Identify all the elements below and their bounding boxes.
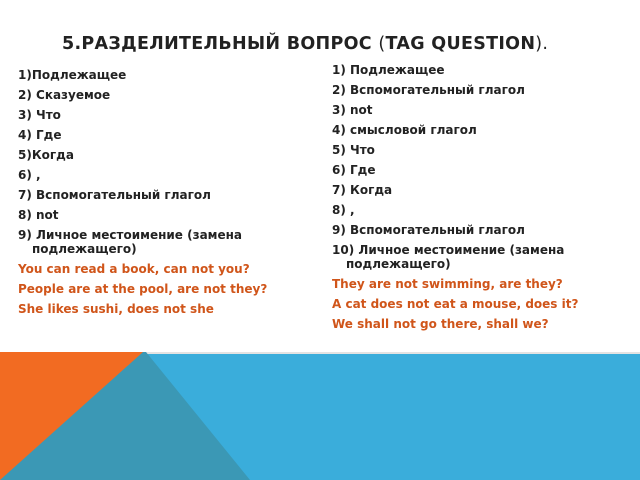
title-paren-close: ). [535, 34, 549, 54]
right-item-9: 9) Вспомогательный глагол [332, 223, 525, 237]
right-item-6: 6) Где [332, 163, 376, 177]
right-item-8: 8) , [332, 203, 355, 217]
right-example-3: We shall not go there, shall we? [332, 317, 549, 331]
title-main: 5.РАЗДЕЛИТЕЛЬНЫЙ ВОПРОС [62, 34, 379, 54]
right-item-1: 1) Подлежащее [332, 63, 445, 77]
left-item-1: 1)Подлежащее [18, 68, 127, 82]
left-item-3: 3) Что [18, 108, 61, 122]
title-paren-open: ( [378, 34, 386, 54]
left-item-2: 2) Сказуемое [18, 88, 111, 102]
left-item-5: 5)Когда [18, 148, 74, 162]
right-item-4: 4) смысловой глагол [332, 123, 477, 137]
left-item-4: 4) Где [18, 128, 62, 142]
left-example-2: People are at the pool, are not they? [18, 282, 268, 296]
left-item-6: 6) , [18, 168, 41, 182]
left-item-8: 8) not [18, 208, 59, 222]
left-example-3: She likes sushi, does not she [18, 302, 214, 316]
right-item-7: 7) Когда [332, 183, 393, 197]
left-column [18, 68, 318, 322]
left-example-1: You can read a book, can not you? [18, 262, 250, 276]
right-column [332, 63, 632, 337]
right-item-2: 2) Вспомогательный глагол [332, 83, 525, 97]
right-item-10: 10) Личное местоимение (замена подлежащего) [332, 243, 565, 271]
right-example-2: A cat does not eat a mouse, does it? [332, 297, 579, 311]
left-item-7: 7) Вспомогательный глагол [18, 188, 211, 202]
right-item-5: 5) Что [332, 143, 375, 157]
left-item-9: 9) Личное местоимение (замена подлежащего) [18, 228, 242, 256]
right-example-1: They are not swimming, are they? [332, 277, 563, 291]
right-item-3: 3) not [332, 103, 373, 117]
title-tag: TAG QUESTION [385, 34, 536, 54]
decorative-footer [0, 352, 640, 480]
slide-title [62, 34, 548, 54]
